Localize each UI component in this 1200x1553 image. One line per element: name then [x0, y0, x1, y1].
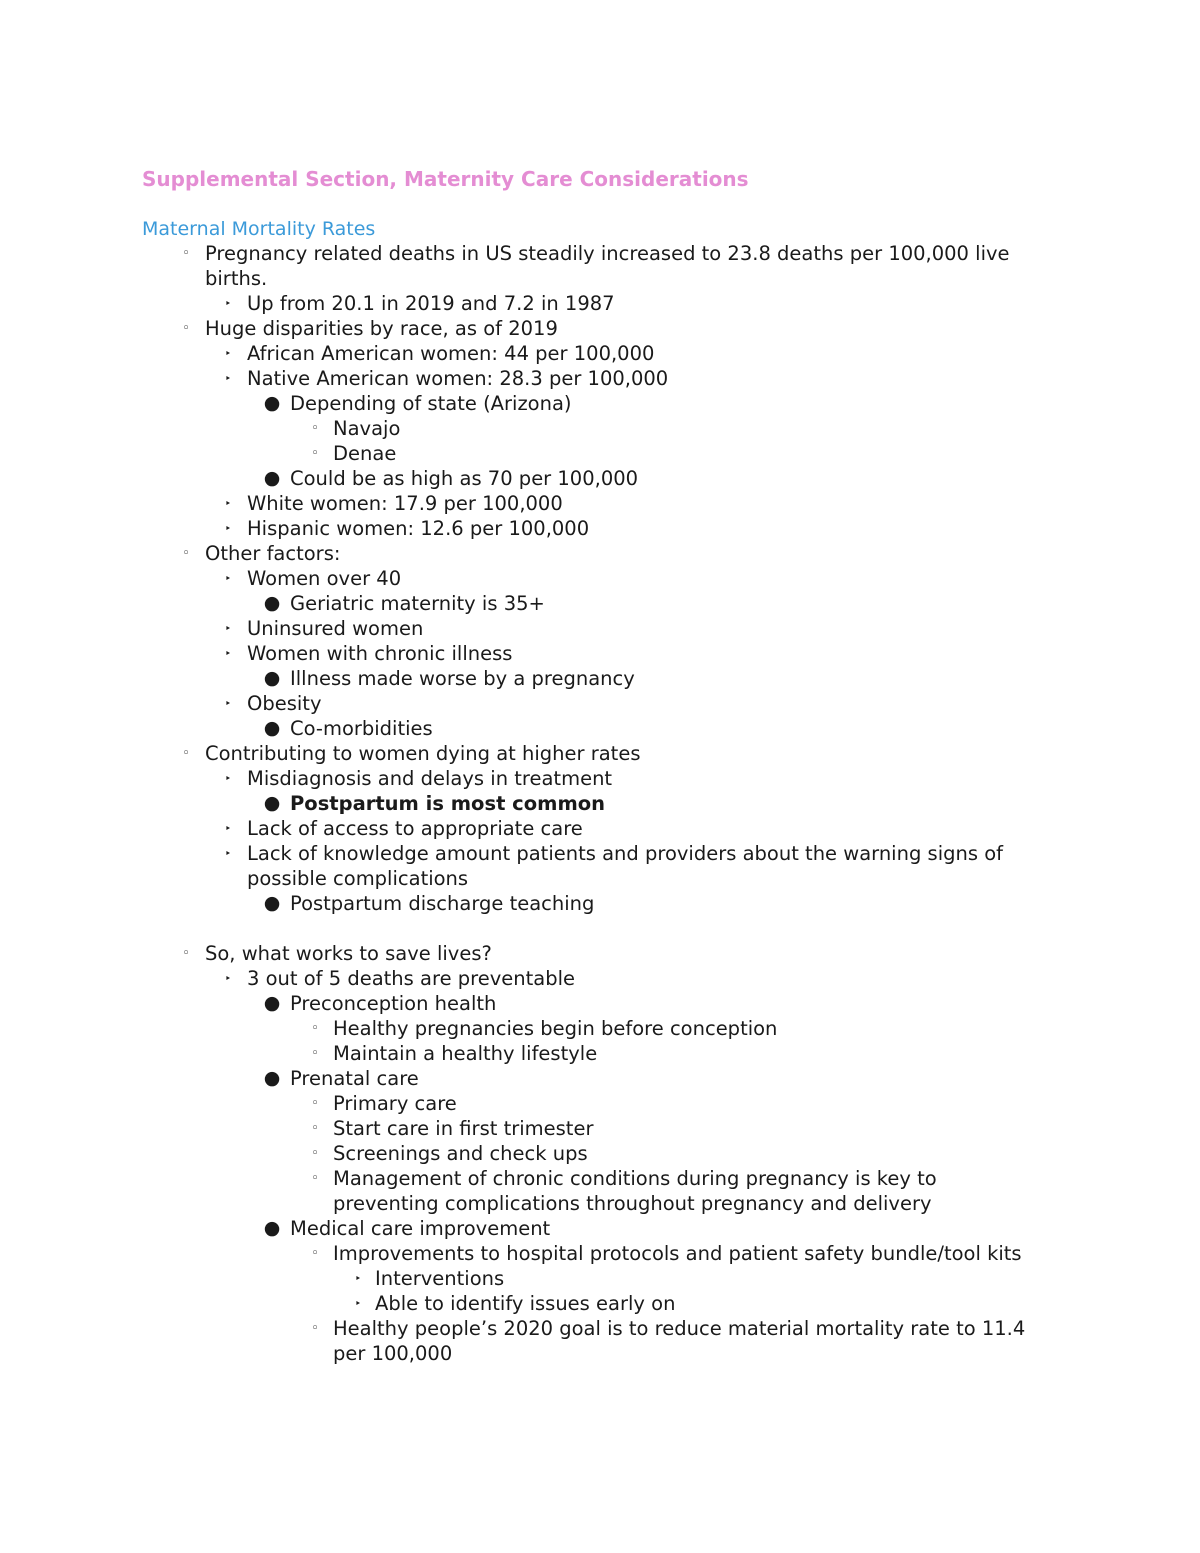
- list-item-text: Primary care: [333, 1092, 457, 1115]
- list-item: [0, 791, 1200, 816]
- triangle-bullet-icon: ‣: [224, 847, 232, 860]
- dot-bullet-icon: ●: [263, 792, 281, 814]
- list-item-text: White women: 17.9 per 100,000: [247, 492, 563, 515]
- list-item: [0, 891, 1200, 916]
- list-item: [0, 1066, 1200, 1091]
- ring-bullet-icon: ◦: [311, 421, 319, 436]
- triangle-bullet-icon: ‣: [224, 297, 232, 310]
- list-item: [0, 1141, 1200, 1166]
- list-item: [0, 291, 1200, 316]
- list-item: [0, 766, 1200, 791]
- list-item-text: Improvements to hospital protocols and patient safety bundle/tool kits: [333, 1242, 1022, 1265]
- list-item: [0, 416, 1200, 441]
- list-item-text: Healthy pregnancies begin before conception: [333, 1017, 778, 1040]
- ring-bullet-icon: ◦: [182, 746, 190, 761]
- list-item-text: Up from 20.1 in 2019 and 7.2 in 1987: [247, 292, 615, 315]
- dot-bullet-icon: ●: [263, 467, 281, 489]
- list-item-text: Prenatal care: [290, 1067, 419, 1090]
- ring-bullet-icon: ◦: [311, 1096, 319, 1111]
- ring-bullet-icon: ◦: [182, 321, 190, 336]
- list-item: [0, 491, 1200, 516]
- list-item-text: Other factors:: [205, 542, 341, 565]
- ring-bullet-icon: ◦: [311, 1171, 319, 1186]
- dot-bullet-icon: ●: [263, 1067, 281, 1089]
- blank-line: [0, 916, 1200, 941]
- ring-bullet-icon: ◦: [311, 446, 319, 461]
- list-item-text: Management of chronic conditions during pregnancy is key to preventing complications throughout pregnancy and delivery: [333, 1167, 937, 1215]
- triangle-bullet-icon: ‣: [354, 1272, 362, 1285]
- list-item-text: Illness made worse by a pregnancy: [290, 667, 635, 690]
- ring-bullet-icon: ◦: [311, 1121, 319, 1136]
- list-item: [0, 666, 1200, 691]
- triangle-bullet-icon: ‣: [224, 772, 232, 785]
- list-item: [0, 991, 1200, 1016]
- list-item: [0, 341, 1200, 366]
- list-item-text: Co-morbidities: [290, 717, 433, 740]
- ring-bullet-icon: ◦: [182, 546, 190, 561]
- list-item: [0, 591, 1200, 616]
- dot-bullet-icon: ●: [263, 717, 281, 739]
- triangle-bullet-icon: ‣: [224, 822, 232, 835]
- list-item: [0, 1241, 1200, 1266]
- ring-bullet-icon: ◦: [311, 1021, 319, 1036]
- list-item-text: Contributing to women dying at higher rates: [205, 742, 641, 765]
- triangle-bullet-icon: ‣: [224, 647, 232, 660]
- list-item: [0, 741, 1200, 766]
- list-item-text: Lack of knowledge amount patients and providers about the warning signs of possible complications: [247, 842, 1004, 890]
- list-item-text: African American women: 44 per 100,000: [247, 342, 655, 365]
- list-item: [0, 1291, 1200, 1316]
- list-item: [0, 391, 1200, 416]
- triangle-bullet-icon: ‣: [224, 697, 232, 710]
- list-item-text: Could be as high as 70 per 100,000: [290, 467, 639, 490]
- ring-bullet-icon: ◦: [311, 1046, 319, 1061]
- triangle-bullet-icon: ‣: [224, 572, 232, 585]
- triangle-bullet-icon: ‣: [224, 347, 232, 360]
- list-item-text: Able to identify issues early on: [375, 1292, 676, 1315]
- list-item: [0, 1091, 1200, 1116]
- document-title: Supplemental Section, Maternity Care Considerations: [142, 167, 749, 191]
- list-item-text: Huge disparities by race, as of 2019: [205, 317, 558, 340]
- dot-bullet-icon: ●: [263, 992, 281, 1014]
- list-item: [0, 716, 1200, 741]
- list-item-text: Women with chronic illness: [247, 642, 513, 665]
- ring-bullet-icon: ◦: [311, 1146, 319, 1161]
- bullet-outline: [0, 241, 1200, 1366]
- list-item: [0, 1016, 1200, 1041]
- list-item-text: Preconception health: [290, 992, 497, 1015]
- list-item-text: Screenings and check ups: [333, 1142, 588, 1165]
- list-item: [0, 966, 1200, 991]
- list-item-text: 3 out of 5 deaths are preventable: [247, 967, 576, 990]
- list-item-text: Pregnancy related deaths in US steadily increased to 23.8 deaths per 100,000 live births.: [205, 242, 1010, 290]
- list-item: [0, 1041, 1200, 1066]
- list-item: [0, 841, 1200, 891]
- list-item: [0, 241, 1200, 291]
- list-item-text: Healthy people’s 2020 goal is to reduce material mortality rate to 11.4 per 100,000: [333, 1317, 1026, 1365]
- triangle-bullet-icon: ‣: [224, 972, 232, 985]
- triangle-bullet-icon: ‣: [224, 622, 232, 635]
- list-item-text: Hispanic women: 12.6 per 100,000: [247, 517, 590, 540]
- list-item-text: Geriatric maternity is 35+: [290, 592, 545, 615]
- list-item: [0, 516, 1200, 541]
- dot-bullet-icon: ●: [263, 667, 281, 689]
- list-item-text: Depending of state (Arizona): [290, 392, 572, 415]
- list-item: [0, 1216, 1200, 1241]
- list-item-text: Navajo: [333, 417, 401, 440]
- list-item-text: So, what works to save lives?: [205, 942, 492, 965]
- dot-bullet-icon: ●: [263, 392, 281, 414]
- list-item: [0, 566, 1200, 591]
- list-item-text: Postpartum is most common: [290, 792, 606, 815]
- list-item: [0, 541, 1200, 566]
- list-item-text: Misdiagnosis and delays in treatment: [247, 767, 613, 790]
- ring-bullet-icon: ◦: [311, 1246, 319, 1261]
- list-item: [0, 1266, 1200, 1291]
- list-item: [0, 691, 1200, 716]
- list-item-text: Postpartum discharge teaching: [290, 892, 595, 915]
- ring-bullet-icon: ◦: [311, 1321, 319, 1336]
- list-item: [0, 816, 1200, 841]
- dot-bullet-icon: ●: [263, 892, 281, 914]
- list-item: [0, 316, 1200, 341]
- list-item: [0, 616, 1200, 641]
- list-item: [0, 1166, 1200, 1216]
- list-item-text: Start care in first trimester: [333, 1117, 594, 1140]
- list-item-text: Denae: [333, 442, 397, 465]
- triangle-bullet-icon: ‣: [224, 372, 232, 385]
- list-item-text: Obesity: [247, 692, 322, 715]
- list-item: [0, 1316, 1200, 1366]
- list-item-text: Women over 40: [247, 567, 402, 590]
- section-heading: Maternal Mortality Rates: [142, 218, 376, 240]
- list-item-text: Native American women: 28.3 per 100,000: [247, 367, 669, 390]
- ring-bullet-icon: ◦: [182, 246, 190, 261]
- triangle-bullet-icon: ‣: [224, 497, 232, 510]
- list-item: [0, 441, 1200, 466]
- list-item: [0, 366, 1200, 391]
- list-item-text: Medical care improvement: [290, 1217, 551, 1240]
- list-item: [0, 1116, 1200, 1141]
- dot-bullet-icon: ●: [263, 1217, 281, 1239]
- list-item: [0, 466, 1200, 491]
- list-item: [0, 641, 1200, 666]
- list-item: [0, 941, 1200, 966]
- triangle-bullet-icon: ‣: [354, 1297, 362, 1310]
- ring-bullet-icon: ◦: [182, 946, 190, 961]
- list-item-text: Lack of access to appropriate care: [247, 817, 583, 840]
- list-item-text: Maintain a healthy lifestyle: [333, 1042, 598, 1065]
- triangle-bullet-icon: ‣: [224, 522, 232, 535]
- dot-bullet-icon: ●: [263, 592, 281, 614]
- list-item-text: Interventions: [375, 1267, 505, 1290]
- list-item-text: Uninsured women: [247, 617, 424, 640]
